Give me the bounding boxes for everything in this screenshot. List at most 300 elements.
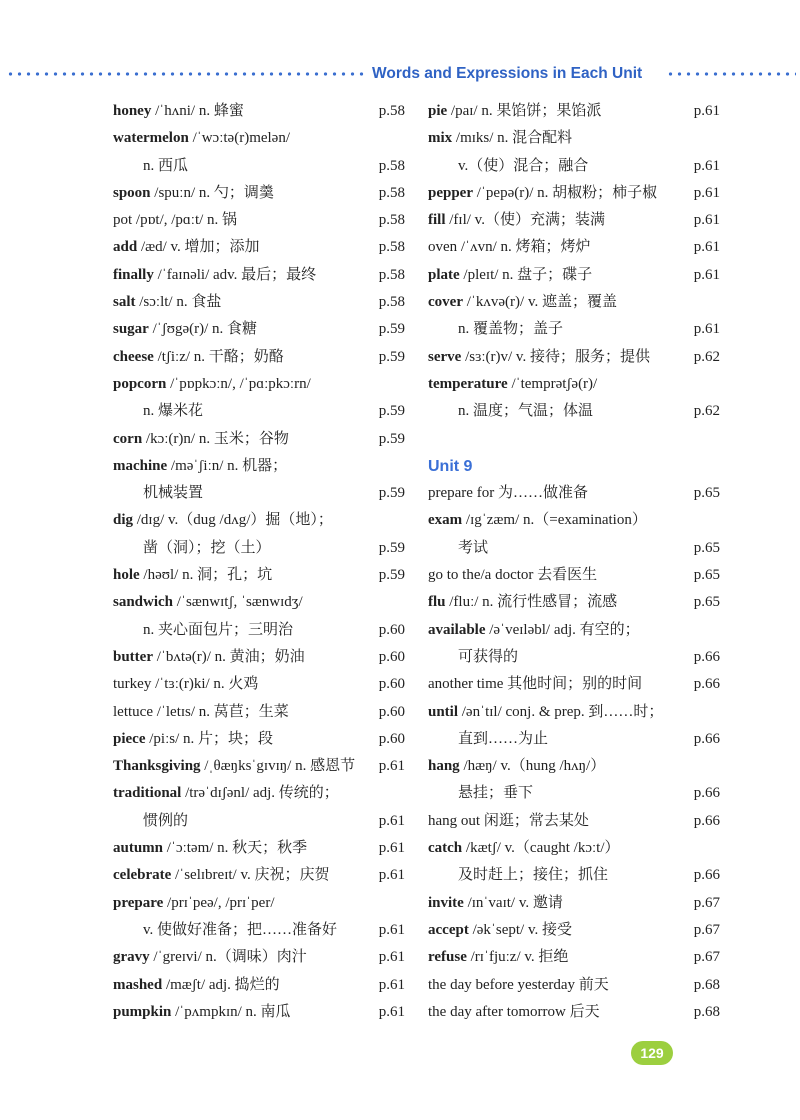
page-reference: p.59 [378, 321, 405, 338]
vocab-entry-text [113, 125, 290, 152]
headword: temperature [428, 375, 508, 392]
headword: mashed [113, 976, 163, 993]
vocab-entry-text [113, 289, 221, 316]
definition: /ˈwɔːtə(r)melən/ [188, 130, 291, 147]
vocab-line [113, 644, 405, 671]
vocab-line [428, 207, 720, 234]
vocab-line [113, 426, 405, 453]
vocab-line [113, 234, 405, 261]
definition: /ˌθæŋksˈgɪvɪŋ/ n. 感恩节 [200, 758, 356, 775]
page-reference: p.61 [378, 949, 405, 966]
vocab-entry-text [113, 972, 280, 999]
unit-heading: Unit 9 [428, 457, 473, 475]
vocab-line [428, 180, 720, 207]
vocab-entry-text [428, 344, 650, 371]
vocab-entry-text [113, 98, 244, 125]
headword: hang [428, 758, 460, 775]
page-reference: p.61 [378, 1003, 405, 1020]
definition: n. 温度；气温；体温 [458, 403, 594, 420]
headword: sandwich [113, 594, 174, 611]
vocab-line [428, 589, 720, 616]
vocab-line [428, 535, 720, 562]
page-reference: p.68 [693, 1003, 720, 1020]
definition: v.（使）混合；融合 [458, 157, 589, 174]
vocab-line [428, 234, 720, 261]
vocab-entry-text [113, 862, 329, 889]
definition: go to the/a doctor 去看医生 [428, 567, 598, 584]
vocab-entry-text [113, 262, 316, 289]
headword: autumn [113, 840, 164, 857]
page-reference: p.61 [693, 212, 720, 229]
vocab-entry-text [428, 808, 589, 835]
vocab-entry-text [428, 207, 605, 234]
vocab-entry-text [113, 835, 307, 862]
vocab-line [113, 153, 405, 180]
definition: /kætʃ/ v.（caught /kɔːt/） [462, 840, 620, 857]
definition: /ɪnˈvaɪt/ v. 邀请 [463, 894, 563, 911]
vocab-line [113, 699, 405, 726]
vocab-entry-text [113, 507, 333, 534]
vocab-line [113, 535, 405, 562]
vocab-entry-text [428, 890, 563, 917]
headword: sugar [113, 321, 149, 338]
page-reference: p.58 [378, 212, 405, 229]
vocab-line [113, 289, 405, 316]
vocab-line [428, 835, 720, 862]
vocab-line [113, 726, 405, 753]
page-reference: p.59 [378, 539, 405, 556]
headword: machine [113, 457, 168, 474]
vocab-entry-text [113, 371, 311, 398]
definition: /mæʃt/ adj. 捣烂的 [162, 976, 280, 993]
vocab-line [113, 207, 405, 234]
headword: exam [428, 512, 463, 529]
definition: /ɪgˈzæm/ n.（=examination） [462, 512, 647, 529]
page-reference: p.61 [693, 157, 720, 174]
page-reference: p.61 [378, 758, 405, 775]
page-reference: p.66 [693, 676, 720, 693]
definition: /prɪˈpeə/, /prɪˈper/ [163, 894, 275, 911]
page-reference: p.60 [378, 621, 405, 638]
definition: another time 其他时间；别的时间 [428, 676, 643, 693]
definition: 及时赶上；接住；抓住 [458, 867, 609, 884]
definition: /həʊl/ n. 洞；孔；坑 [139, 567, 273, 584]
vocab-line [428, 917, 720, 944]
headword: invite [428, 894, 464, 911]
page-reference: p.62 [693, 403, 720, 420]
vocab-entry-text [428, 562, 597, 589]
page-reference: p.60 [378, 648, 405, 665]
definition: /ˈpepə(r)/ n. 胡椒粉；柿子椒 [473, 184, 658, 201]
vocab-entry-text [113, 453, 287, 480]
vocab-entry-text [113, 207, 237, 234]
vocab-entry-text [113, 344, 284, 371]
headword: spoon [113, 184, 151, 201]
vocab-entry-text [428, 835, 620, 862]
vocab-line [113, 371, 405, 398]
vocab-entry-text [113, 480, 203, 507]
vocab-entry-text [113, 316, 257, 343]
vocab-line [113, 98, 405, 125]
page-reference: p.61 [378, 812, 405, 829]
vocab-entry-text [113, 726, 273, 753]
headword: fill [428, 212, 446, 229]
vocab-entry-text [428, 371, 597, 398]
page-reference: p.67 [693, 921, 720, 938]
vocab-entry-text [113, 999, 291, 1026]
vocab-line [428, 262, 720, 289]
definition: /hæŋ/ v.（hung /hʌŋ/） [459, 758, 606, 775]
page-reference: p.59 [378, 403, 405, 420]
page-reference: p.66 [693, 785, 720, 802]
section-spacer [428, 426, 720, 453]
definition: /ənˈtɪl/ conj. & prep. 到……时； [458, 703, 664, 720]
page-reference: p.59 [378, 348, 405, 365]
definition: /piːs/ n. 片；块；段 [145, 730, 273, 747]
right-column-bottom-list [428, 480, 720, 1026]
definition: /paɪ/ n. 果馅饼；果馅派 [447, 103, 602, 119]
vocab-line [113, 344, 405, 371]
vocab-line [428, 371, 720, 398]
definition: /ˈtemprətʃə(r)/ [507, 375, 598, 392]
definition: /ˈselɪbreɪt/ v. 庆祝；庆贺 [171, 867, 330, 884]
page-reference: p.67 [693, 894, 720, 911]
definition: hang out 闲逛；常去某处 [428, 812, 589, 829]
headword: pepper [428, 184, 473, 201]
definition: /ˈsænwɪtʃ, ˈsænwɪdʒ/ [173, 594, 303, 611]
page-reference: p.58 [378, 157, 405, 174]
vocab-line [428, 480, 720, 507]
page-reference: p.61 [378, 976, 405, 993]
vocab-line [113, 671, 405, 698]
page-reference: p.65 [693, 567, 720, 584]
definition: n. 爆米花 [143, 403, 204, 420]
vocab-entry-text [428, 862, 608, 889]
page-reference: p.59 [378, 430, 405, 447]
headword: honey [113, 103, 152, 119]
vocab-line [113, 753, 405, 780]
headword: traditional [113, 785, 182, 802]
vocab-entry-text [113, 617, 293, 644]
page-number-badge: 129 [631, 1041, 673, 1065]
vocab-entry-text [428, 125, 572, 152]
vocab-entry-text [428, 999, 600, 1026]
headword: flu [428, 594, 446, 611]
vocab-line [428, 972, 720, 999]
vocab-entry-text [113, 644, 305, 671]
page-reference: p.61 [693, 266, 720, 283]
vocab-entry-text [428, 289, 617, 316]
definition: /ˈfaɪnəli/ adv. 最后；最终 [153, 266, 317, 283]
definition: /rɪˈfjuːz/ v. 拒绝 [466, 949, 569, 966]
definition: /ˈkʌvə(r)/ v. 遮盖；覆盖 [462, 294, 617, 311]
vocab-line [428, 344, 720, 371]
vocab-line [113, 917, 405, 944]
vocab-entry-text [113, 780, 339, 807]
page-reference: p.61 [693, 321, 720, 338]
page-reference: p.67 [693, 949, 720, 966]
headword: finally [113, 266, 154, 283]
headword: serve [428, 348, 462, 365]
vocab-entry-text [113, 589, 303, 616]
definition: /fluː/ n. 流行性感冒；流感 [445, 594, 618, 611]
definition: /məˈʃiːn/ n. 机器； [167, 457, 288, 474]
definition: /dɪg/ v.（dug /dʌg/）掘（地）； [133, 512, 333, 529]
vocab-entry-text [428, 262, 592, 289]
vocab-entry-text [113, 944, 307, 971]
headword: hole [113, 567, 140, 584]
right-column-top-list [428, 98, 720, 426]
headword: until [428, 703, 459, 720]
page-reference: p.58 [378, 184, 405, 201]
definition: the day after tomorrow 后天 [428, 1003, 600, 1020]
headword: watermelon [113, 130, 189, 147]
definition: /ˈpɒpkɔːn/, /ˈpɑːpkɔːrn/ [166, 375, 311, 392]
vocab-line [428, 944, 720, 971]
vocab-entry-text [428, 617, 640, 644]
headword: butter [113, 648, 153, 665]
definition: 考试 [458, 539, 489, 556]
vocab-line [428, 780, 720, 807]
definition: /fɪl/ v.（使）充满；装满 [445, 212, 605, 229]
vocab-line [113, 944, 405, 971]
headword: available [428, 621, 486, 638]
headword: Thanksgiving [113, 758, 201, 775]
page-reference: p.60 [378, 676, 405, 693]
vocab-entry-text [113, 398, 203, 425]
vocab-line [113, 972, 405, 999]
definition: /kɔː(r)n/ n. 玉米；谷物 [142, 430, 289, 447]
definition: prepare for 为……做准备 [428, 485, 588, 502]
vocab-line [113, 617, 405, 644]
vocab-entry-text [428, 699, 663, 726]
definition: oven /ˈʌvn/ n. 烤箱；烤炉 [428, 239, 591, 256]
vocab-line [113, 862, 405, 889]
vocab-line [113, 180, 405, 207]
vocab-entry-text [113, 699, 289, 726]
vocab-entry-text [113, 535, 271, 562]
definition: /ˈgreɪvi/ n.（调味）肉汁 [149, 949, 307, 966]
page-reference: p.65 [693, 485, 720, 502]
header-title: Words and Expressions in Each Unit [372, 65, 643, 82]
vocab-line [428, 507, 720, 534]
headword: add [113, 239, 138, 256]
definition: n. 夹心面包片；三明治 [143, 621, 294, 638]
vocab-line [113, 125, 405, 152]
page-reference: p.65 [693, 539, 720, 556]
page-header [0, 62, 800, 86]
vocab-entry-text [428, 753, 605, 780]
definition: /sɔːlt/ n. 食盐 [135, 294, 222, 311]
vocab-entry-text [428, 726, 548, 753]
page-reference: p.66 [693, 648, 720, 665]
vocab-entry-text [113, 562, 272, 589]
vocab-entry-text [113, 426, 289, 453]
vocab-line [428, 289, 720, 316]
definition: /ˈpʌmpkɪn/ n. 南瓜 [171, 1003, 291, 1020]
page-reference: p.61 [693, 184, 720, 201]
vocab-entry-text [428, 917, 572, 944]
headword: cheese [113, 348, 154, 365]
definition: n. 覆盖物；盖子 [458, 321, 564, 338]
vocab-line [428, 125, 720, 152]
vocab-entry-text [113, 917, 337, 944]
definition: /ˈɔːtəm/ n. 秋天；秋季 [163, 840, 308, 857]
definition: lettuce /ˈletɪs/ n. 莴苣；生菜 [113, 703, 289, 720]
definition: 机械装置 [143, 485, 204, 502]
vocab-entry-text [428, 398, 593, 425]
definition: 悬挂；垂下 [458, 785, 534, 802]
vocab-line [113, 999, 405, 1026]
headword: mix [428, 130, 453, 147]
vocab-line [428, 644, 720, 671]
headword: refuse [428, 949, 467, 966]
definition: /ˈbʌtə(r)/ n. 黄油；奶油 [153, 648, 305, 665]
vocab-line [113, 262, 405, 289]
vocab-entry-text [428, 507, 647, 534]
vocab-line [428, 398, 720, 425]
page-reference: p.66 [693, 867, 720, 884]
page-reference: p.58 [378, 294, 405, 311]
vocab-entry-text [428, 972, 609, 999]
vocab-line [428, 999, 720, 1026]
header-dotted-rule-left [6, 72, 366, 76]
vocab-entry-text [428, 153, 588, 180]
page-reference: p.62 [693, 348, 720, 365]
vocab-line [113, 808, 405, 835]
definition: /ˈʃʊgə(r)/ n. 食糖 [148, 321, 258, 338]
definition: /mɪks/ n. 混合配料 [452, 130, 573, 147]
definition: 凿（洞）；挖（土） [143, 539, 271, 556]
headword: piece [113, 730, 146, 747]
vocab-entry-text [428, 944, 568, 971]
page-reference: p.60 [378, 730, 405, 747]
vocab-entry-text [113, 671, 258, 698]
page-reference: p.66 [693, 812, 720, 829]
vocab-line [428, 808, 720, 835]
vocab-entry-text [113, 890, 275, 917]
definition: /æd/ v. 增加；添加 [137, 239, 260, 256]
vocab-line [113, 562, 405, 589]
definition: pot /pɒt/, /pɑːt/ n. 锅 [113, 212, 238, 229]
headword: cover [428, 294, 463, 311]
page-reference: p.58 [378, 239, 405, 256]
page-reference: p.61 [693, 239, 720, 256]
left-column [113, 98, 405, 1026]
vocab-entry-text [428, 535, 488, 562]
definition: 可获得的 [458, 648, 519, 665]
headword: accept [428, 921, 469, 938]
vocab-entry-text [428, 234, 591, 261]
vocab-entry-text [428, 98, 601, 125]
page-reference: p.58 [378, 103, 405, 119]
vocab-entry-text [113, 808, 188, 835]
page-reference: p.61 [378, 921, 405, 938]
vocab-line [113, 453, 405, 480]
vocab-entry-text [113, 234, 260, 261]
vocab-entry-text [113, 180, 274, 207]
vocab-line [113, 480, 405, 507]
page-reference: p.59 [378, 567, 405, 584]
vocab-line [428, 726, 720, 753]
headword: pumpkin [113, 1003, 172, 1020]
vocab-entry-text [113, 753, 355, 780]
vocab-line [113, 398, 405, 425]
vocab-line [113, 780, 405, 807]
definition: /pleɪt/ n. 盘子；碟子 [459, 266, 593, 283]
page-reference: p.68 [693, 976, 720, 993]
vocab-line [113, 835, 405, 862]
vocab-line [113, 890, 405, 917]
headword: prepare [113, 894, 164, 911]
headword: corn [113, 430, 143, 447]
vocab-line [113, 316, 405, 343]
vocab-line [428, 98, 720, 125]
definition: v. 使做好准备；把……准备好 [143, 921, 338, 938]
vocab-entry-text [428, 589, 617, 616]
vocab-entry-text [428, 180, 657, 207]
page-reference: p.59 [378, 485, 405, 502]
vocab-line [428, 862, 720, 889]
headword: salt [113, 294, 136, 311]
vocab-line [428, 753, 720, 780]
headword: gravy [113, 949, 150, 966]
definition: /tʃiːz/ n. 干酪；奶酪 [153, 348, 284, 365]
definition: /sɜː(r)v/ v. 接待；服务；提供 [461, 348, 650, 365]
headword: dig [113, 512, 134, 529]
definition: turkey /ˈtɜː(r)ki/ n. 火鸡 [113, 676, 259, 693]
definition: n. 西瓜 [143, 157, 189, 174]
vocab-entry-text [428, 644, 518, 671]
page-reference: p.61 [378, 867, 405, 884]
page-reference: p.65 [693, 594, 720, 611]
vocab-line [113, 507, 405, 534]
definition: the day before yesterday 前天 [428, 976, 609, 993]
definition: /əˈveɪləbl/ adj. 有空的； [485, 621, 640, 638]
vocab-entry-text [113, 153, 188, 180]
definition: 惯例的 [143, 812, 189, 829]
page-reference: p.61 [378, 840, 405, 857]
definition: 直到……为止 [458, 730, 549, 747]
headword: plate [428, 266, 460, 283]
vocab-line [428, 671, 720, 698]
headword: catch [428, 840, 463, 857]
right-column [428, 98, 720, 1026]
page-reference: p.60 [378, 703, 405, 720]
page-reference: p.66 [693, 730, 720, 747]
definition: /əkˈsept/ v. 接受 [468, 921, 572, 938]
page-reference: p.58 [378, 266, 405, 283]
vocab-entry-text [428, 480, 588, 507]
headword: pie [428, 103, 448, 119]
vocab-line [428, 617, 720, 644]
vocab-line [428, 699, 720, 726]
headword: popcorn [113, 375, 167, 392]
vocab-line [428, 316, 720, 343]
headword: celebrate [113, 867, 172, 884]
vocab-line [428, 562, 720, 589]
definition: /ˈhʌni/ n. 蜂蜜 [151, 103, 244, 119]
vocab-entry-text [428, 316, 563, 343]
vocab-entry-text [428, 671, 642, 698]
page-reference: p.61 [693, 103, 720, 119]
vocab-entry-text [428, 780, 533, 807]
vocab-line [428, 890, 720, 917]
vocab-line [113, 589, 405, 616]
vocab-line [428, 153, 720, 180]
definition: /trəˈdɪʃənl/ adj. 传统的； [181, 785, 339, 802]
definition: /spuːn/ n. 勺；调羹 [150, 184, 274, 201]
